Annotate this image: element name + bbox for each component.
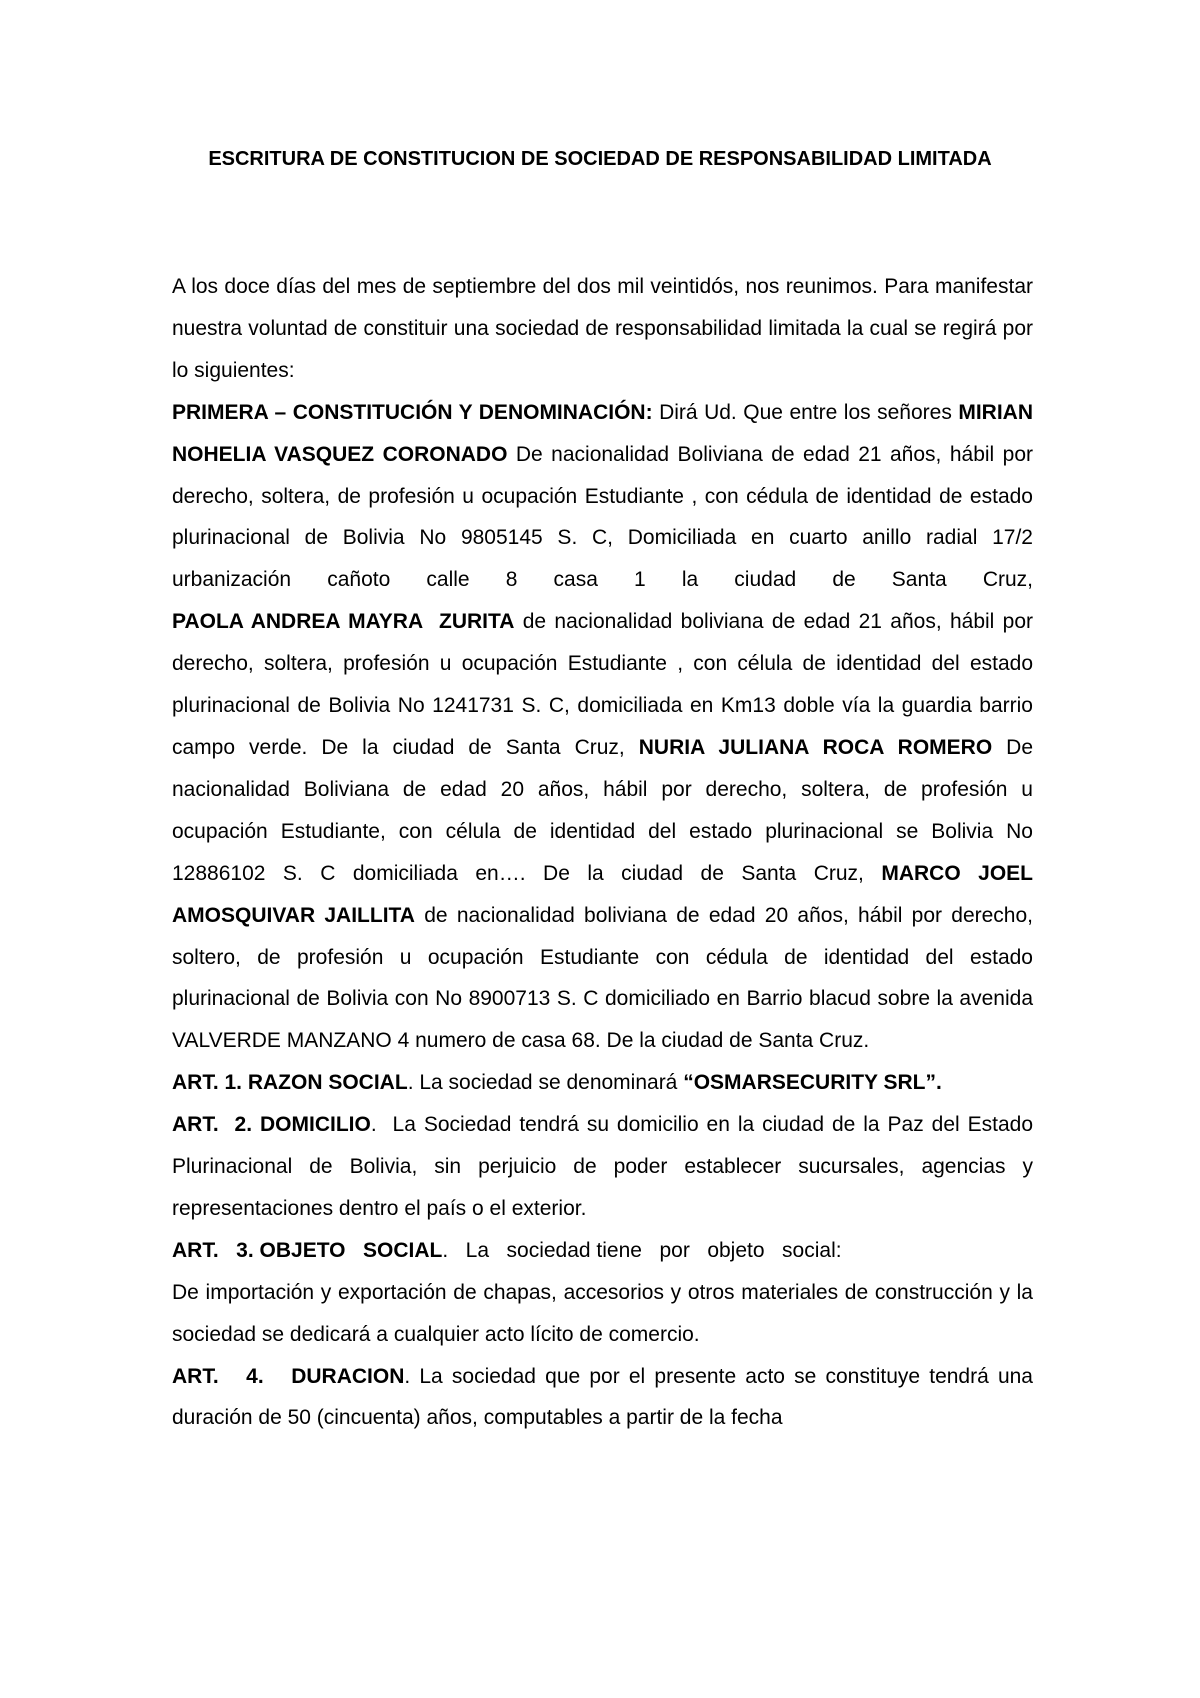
party-name-4: MARCO JOEL AMOSQUIVAR JAILLITA (172, 861, 1033, 927)
article-2-text: . La Sociedad tendrá su domicilio en la ciudad de la Paz del Estado Plurinacional de Bolivia, sin perjuicio de poder establecer sucursales, agencias y representaciones dentro el país o el exterior. (172, 1113, 1039, 1220)
article-3 (172, 1230, 1033, 1272)
party-name-3: NURIA JULIANA ROCA ROMERO (638, 735, 993, 759)
article-3-object: De importación y exportación de chapas, accesorios y otros materiales de construcción y la sociedad se dedicará a cualquier acto lícito de comercio. (172, 1280, 1033, 1346)
article-1 (172, 1062, 1033, 1104)
party-name-2: PAOLA ANDREA MAYRA ZURITA (172, 610, 515, 634)
document-title: ESCRITURA DE CONSTITUCION DE SOCIEDAD DE RESPONSABILIDAD LIMITADA (208, 148, 992, 170)
clause-primera-text-3: de nacionalidad boliviana de edad 21 años, hábil por derecho, soltera, profesión u ocupación Estudiante , con célula de identidad del estado plurinacional de Bolivia No 1241731 S. C, domiciliada en Km13 doble vía la guardia barrio campo verde. De la ciudad de Santa Cruz, (172, 610, 1034, 759)
company-name: “OSMARSECURITY SRL”. (683, 1071, 942, 1095)
article-1-heading: ART. 1. RAZON SOCIAL (172, 1071, 408, 1095)
clause-primera-heading: PRIMERA – CONSTITUCIÓN Y DENOMINACIÓN: (172, 400, 653, 424)
document-body (172, 266, 1039, 1439)
article-4 (172, 1356, 1033, 1440)
clause-primera (172, 392, 1033, 1063)
article-1-text: . La sociedad se denominará (407, 1071, 684, 1095)
article-4-text: . La sociedad que por el presente acto se constituye tendrá una duración de 50 (cincuenta) años, computables a partir de la fecha (172, 1364, 1033, 1430)
article-2 (172, 1104, 1039, 1230)
article-2-heading: ART. 2. DOMICILIO (172, 1113, 371, 1137)
article-3-heading: ART. 3. OBJETO SOCIAL (172, 1238, 443, 1262)
article-4-heading: ART. 4. DURACION (172, 1364, 405, 1388)
clause-primera-text-5: de nacionalidad boliviana de edad 20 años, hábil por derecho, soltero, de profesión u ocupación Estudiante con cédula de identidad del estado plurinacional de Bolivia con No 8900713 S. C domiciliado en Barrio blacud sobre la avenida VALVERDE MANZANO 4 numero de casa 68. De la ciudad de Santa Cruz. (172, 903, 1033, 1053)
clause-primera-text-2: De nacionalidad Boliviana de edad 21 años, hábil por derecho, soltera, de profesión u ocupación Estudiante , con cédula de identidad de estado plurinacional de Bolivia No 9805145 S. C, Domiciliada en cuarto anillo radial 17/2 urbanización cañoto calle 8 casa 1 la ciudad de Santa Cruz, (172, 442, 1034, 592)
clause-primera-text-4: De nacionalidad Boliviana de edad 20 años, hábil por derecho, soltera, de profesión u ocupación Estudiante, con célula de identidad del estado plurinacional se Bolivia No 12886102 S. C domiciliada en…. De la ciudad de Santa Cruz, (172, 735, 1033, 885)
intro-paragraph: A los doce días del mes de septiembre del dos mil veintidós, nos reunimos. Para manifestar nuestra voluntad de constituir una sociedad de responsabilidad limitada la cual se regirá por lo siguientes: (172, 275, 1033, 382)
clause-primera-text-1: Dirá Ud. Que entre los señores (652, 400, 959, 424)
party-name-1: MIRIAN NOHELIA VASQUEZ CORONADO (172, 400, 1034, 466)
article-3-text-1: . La sociedad tiene por objeto social: (442, 1238, 842, 1262)
